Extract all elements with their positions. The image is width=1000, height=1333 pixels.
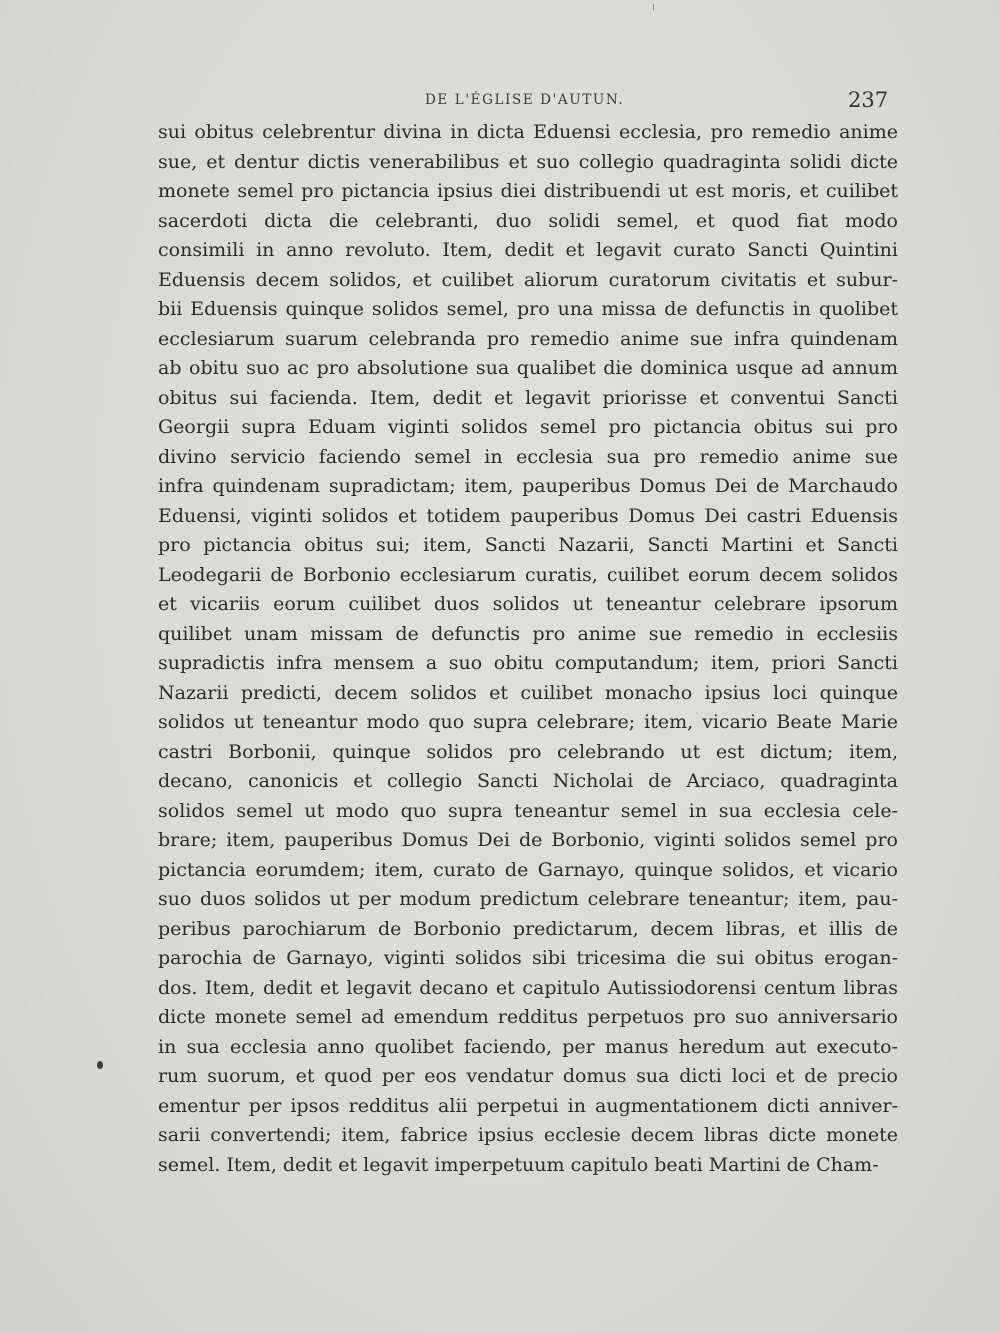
text-line: sacerdoti dicta die celebranti, duo solidi semel, et quod fiat modo — [158, 209, 898, 232]
text-line: semel. Item, dedit et legavit imperpetuum capitulo beati Martini de Cham- — [158, 1153, 879, 1176]
text-line: pictancia eorumdem; item, curato de Garnayo, quinque solidos, et vicario — [158, 858, 898, 881]
text-line: pro pictancia obitus sui; item, Sancti Nazarii, Sancti Martini et Sancti — [158, 534, 898, 556]
running-head — [0, 90, 1000, 114]
text-line: in sua ecclesia anno quolibet faciendo, per manus heredum aut executo- — [158, 1035, 898, 1058]
margin-bullet-mark — [97, 1061, 103, 1069]
text-line: sui obitus celebrentur divina in dicta Eduensi ecclesia, pro remedio anime — [158, 121, 898, 143]
text-line: dos. Item, dedit et legavit decano et capitulo Autissiodorensi centum libras — [158, 976, 898, 999]
page-number: 237 — [848, 88, 889, 112]
text-line: solidos semel ut modo quo supra teneantur semel in sua ecclesia cele- — [158, 799, 898, 822]
text-line: obitus sui facienda. Item, dedit et legavit priorisse et conventui Sancti — [158, 386, 898, 409]
text-line: Georgii supra Eduam viginti solidos semel pro pictancia obitus sui pro — [158, 416, 898, 438]
text-line: suo duos solidos ut per modum predictum celebrare teneantur; item, pau- — [158, 888, 898, 910]
text-line: consimili in anno revoluto. Item, dedit et legavit curato Sancti Quintini — [158, 239, 898, 261]
running-head-title: DE L'ÉGLISE D'AUTUN. — [425, 92, 625, 108]
text-line: brare; item, pauperibus Domus Dei de Borbonio, viginti solidos semel pro — [158, 829, 898, 851]
body-text — [158, 118, 898, 1180]
text-line: bii Eduensis quinque solidos semel, pro una missa de defunctis in quolibet — [158, 298, 898, 320]
text-line: castri Borbonii, quinque solidos pro celebrando ut est dictum; item, — [158, 740, 898, 763]
text-line: et vicariis eorum cuilibet duos solidos ut teneantur celebrare ipsorum — [158, 593, 898, 615]
text-line: peribus parochiarum de Borbonio predictarum, decem libras, et illis de — [158, 917, 898, 940]
text-line: monete semel pro pictancia ipsius diei distribuendi ut est moris, et cuilibet — [158, 180, 898, 202]
text-line: Leodegarii de Borbonio ecclesiarum curatis, cuilibet eorum decem solidos — [158, 563, 898, 586]
paper-speck — [653, 4, 654, 10]
text-line: rum suorum, et quod per eos vendatur domus sua dicti loci et de precio — [158, 1065, 898, 1087]
text-line: sue, et dentur dictis venerabilibus et suo collegio quadraginta solidi dicte — [158, 150, 898, 173]
text-line: divino servicio faciendo semel in ecclesia sua pro remedio anime sue — [158, 445, 898, 468]
text-line: decano, canonicis et collegio Sancti Nicholai de Arciaco, quadraginta — [158, 770, 898, 792]
text-line: ab obitu suo ac pro absolutione sua qualibet die dominica usque ad annum — [158, 357, 898, 379]
text-line: sarii convertendi; item, fabrice ipsius ecclesie decem libras dicte monete — [158, 1124, 898, 1146]
text-line: ementur per ipsos redditus alii perpetui in augmentationem dicti anniver- — [158, 1094, 898, 1117]
text-line: Eduensis decem solidos, et cuilibet aliorum curatorum civitatis et subur- — [158, 268, 898, 291]
text-line: supradictis infra mensem a suo obitu computandum; item, priori Sancti — [158, 652, 898, 674]
text-line: solidos ut teneantur modo quo supra celebrare; item, vicario Beate Marie — [158, 711, 898, 733]
text-line: parochia de Garnayo, viginti solidos sibi tricesima die sui obitus erogan- — [158, 947, 898, 969]
text-line: Nazarii predicti, decem solidos et cuilibet monacho ipsius loci quinque — [158, 681, 898, 704]
text-line: dicte monete semel ad emendum redditus perpetuos pro suo anniversario — [158, 1006, 898, 1028]
text-line: Eduensi, viginti solidos et totidem pauperibus Domus Dei castri Eduensis — [158, 504, 898, 527]
text-line: infra quindenam supradictam; item, pauperibus Domus Dei de Marchaudo — [158, 475, 898, 497]
text-line: quilibet unam missam de defunctis pro anime sue remedio in ecclesiis — [158, 622, 898, 645]
text-line: ecclesiarum suarum celebranda pro remedio anime sue infra quindenam — [158, 327, 898, 350]
